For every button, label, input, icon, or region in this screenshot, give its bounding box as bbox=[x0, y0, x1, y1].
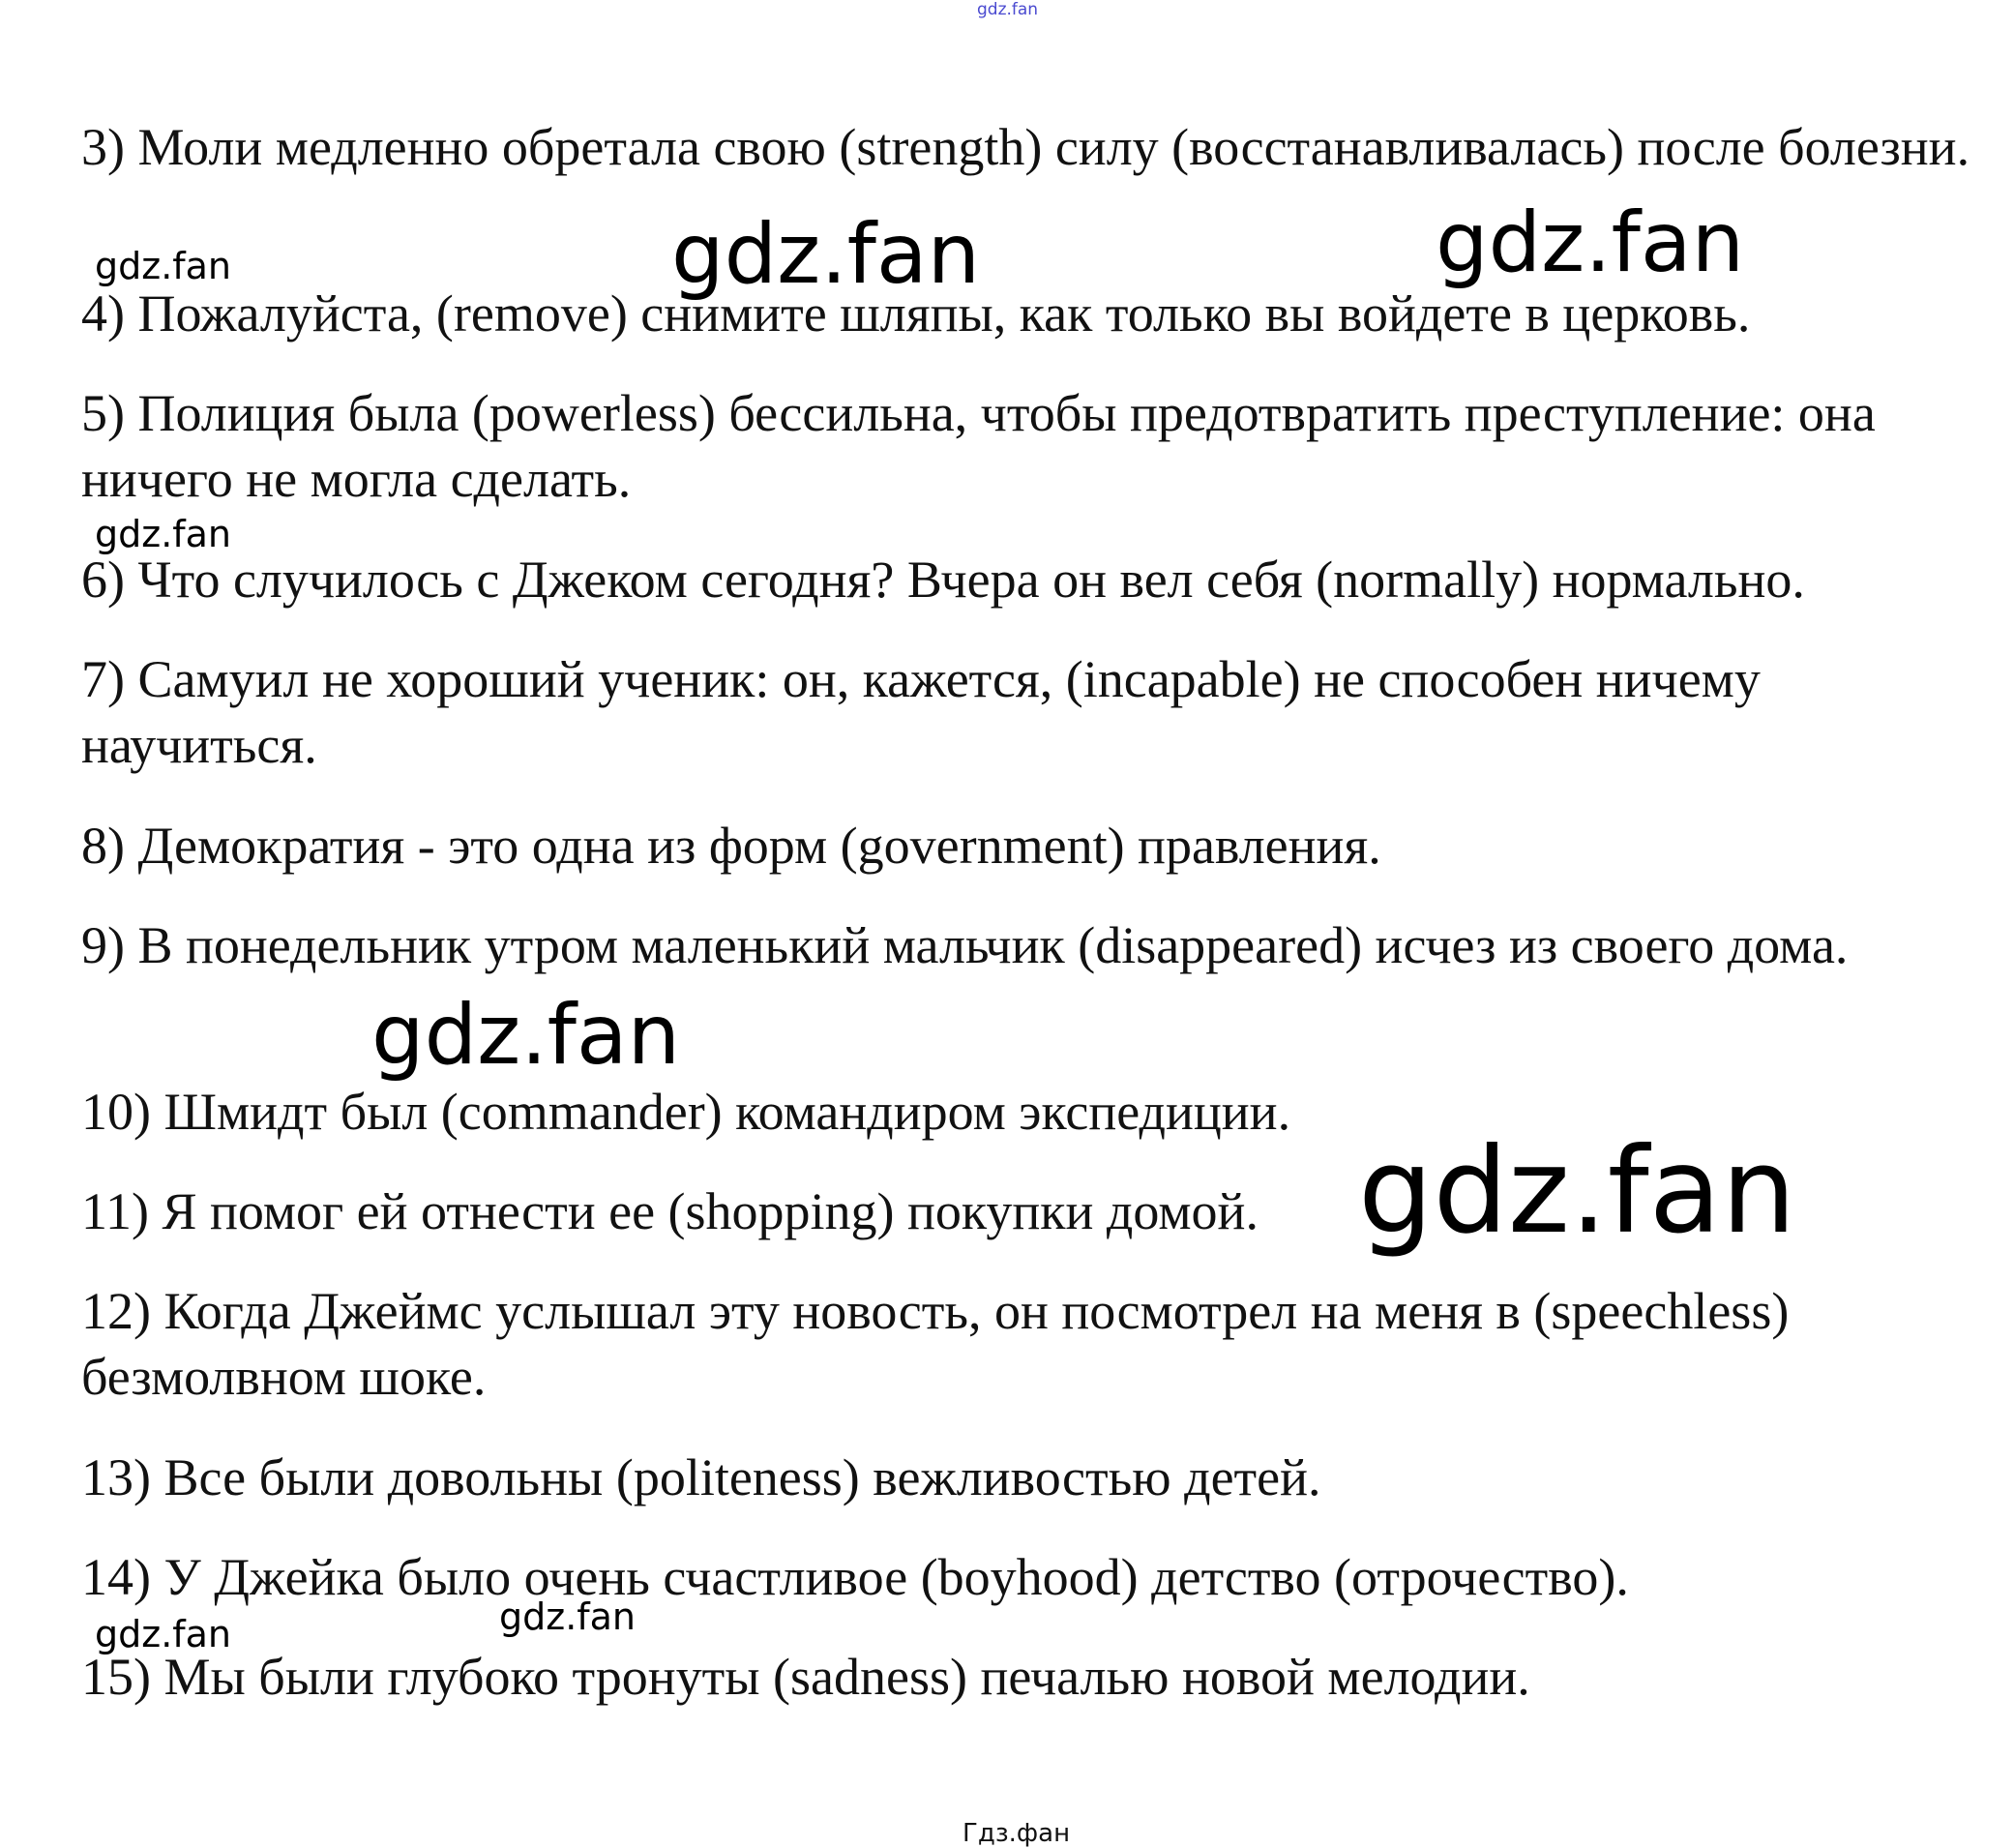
watermark-medium-2: gdz.fan bbox=[1436, 194, 1745, 291]
watermark-small-1: gdz.fan bbox=[95, 245, 232, 287]
answer-item-4: 4) Пожалуйста, (remove) снимите шляпы, как только вы войдете в церковь. bbox=[81, 284, 1751, 343]
answer-item-8: 8) Демократия - это одна из форм (government) правления. bbox=[81, 817, 1381, 875]
answer-item-15: 15) Мы были глубоко тронуты (sadness) печалью новой мелодии. bbox=[81, 1648, 1530, 1706]
watermark-medium-3: gdz.fan bbox=[371, 987, 681, 1084]
watermark-medium-1: gdz.fan bbox=[671, 206, 981, 303]
answer-item-12: 12) Когда Джеймс услышал эту новость, он посмотрел на меня в (speechless) безмолвном шоке. bbox=[81, 1282, 1790, 1406]
watermark-top: gdz.fan bbox=[977, 0, 1039, 19]
answer-item-11: 11) Я помог ей отнести ее (shopping) покупки домой. bbox=[81, 1182, 1259, 1240]
answer-item-5: 5) Полиция была (powerless) бессильна, чтобы предотвратить преступление: она ничего не могла сделать. bbox=[81, 384, 1876, 508]
page-footer: Гдз.фан bbox=[963, 1819, 1071, 1848]
watermark-small-4: gdz.fan bbox=[499, 1595, 637, 1638]
answer-item-14: 14) У Джейка было очень счастливое (boyhood) детство (отрочество). bbox=[81, 1548, 1629, 1606]
watermark-small-2: gdz.fan bbox=[95, 513, 232, 555]
answer-item-7: 7) Самуил не хороший ученик: он, кажется, (incapable) не способен ничему научиться. bbox=[81, 650, 1761, 774]
answer-item-3: 3) Моли медленно обретала свою (strength) силу (восстанавливалась) после болезни. bbox=[81, 118, 1970, 176]
answer-item-13: 13) Все были довольны (politeness) вежливостью детей. bbox=[81, 1448, 1321, 1506]
answer-item-6: 6) Что случилось с Джеком сегодня? Вчера он вел себя (normally) нормально. bbox=[81, 551, 1805, 609]
watermark-small-3: gdz.fan bbox=[95, 1613, 232, 1655]
answer-item-9: 9) В понедельник утром маленький мальчик (disappeared) исчез из своего дома. bbox=[81, 916, 1849, 974]
answer-item-10: 10) Шмидт был (commander) командиром экспедиции. bbox=[81, 1083, 1291, 1141]
watermark-large: gdz.fan bbox=[1358, 1122, 1796, 1260]
